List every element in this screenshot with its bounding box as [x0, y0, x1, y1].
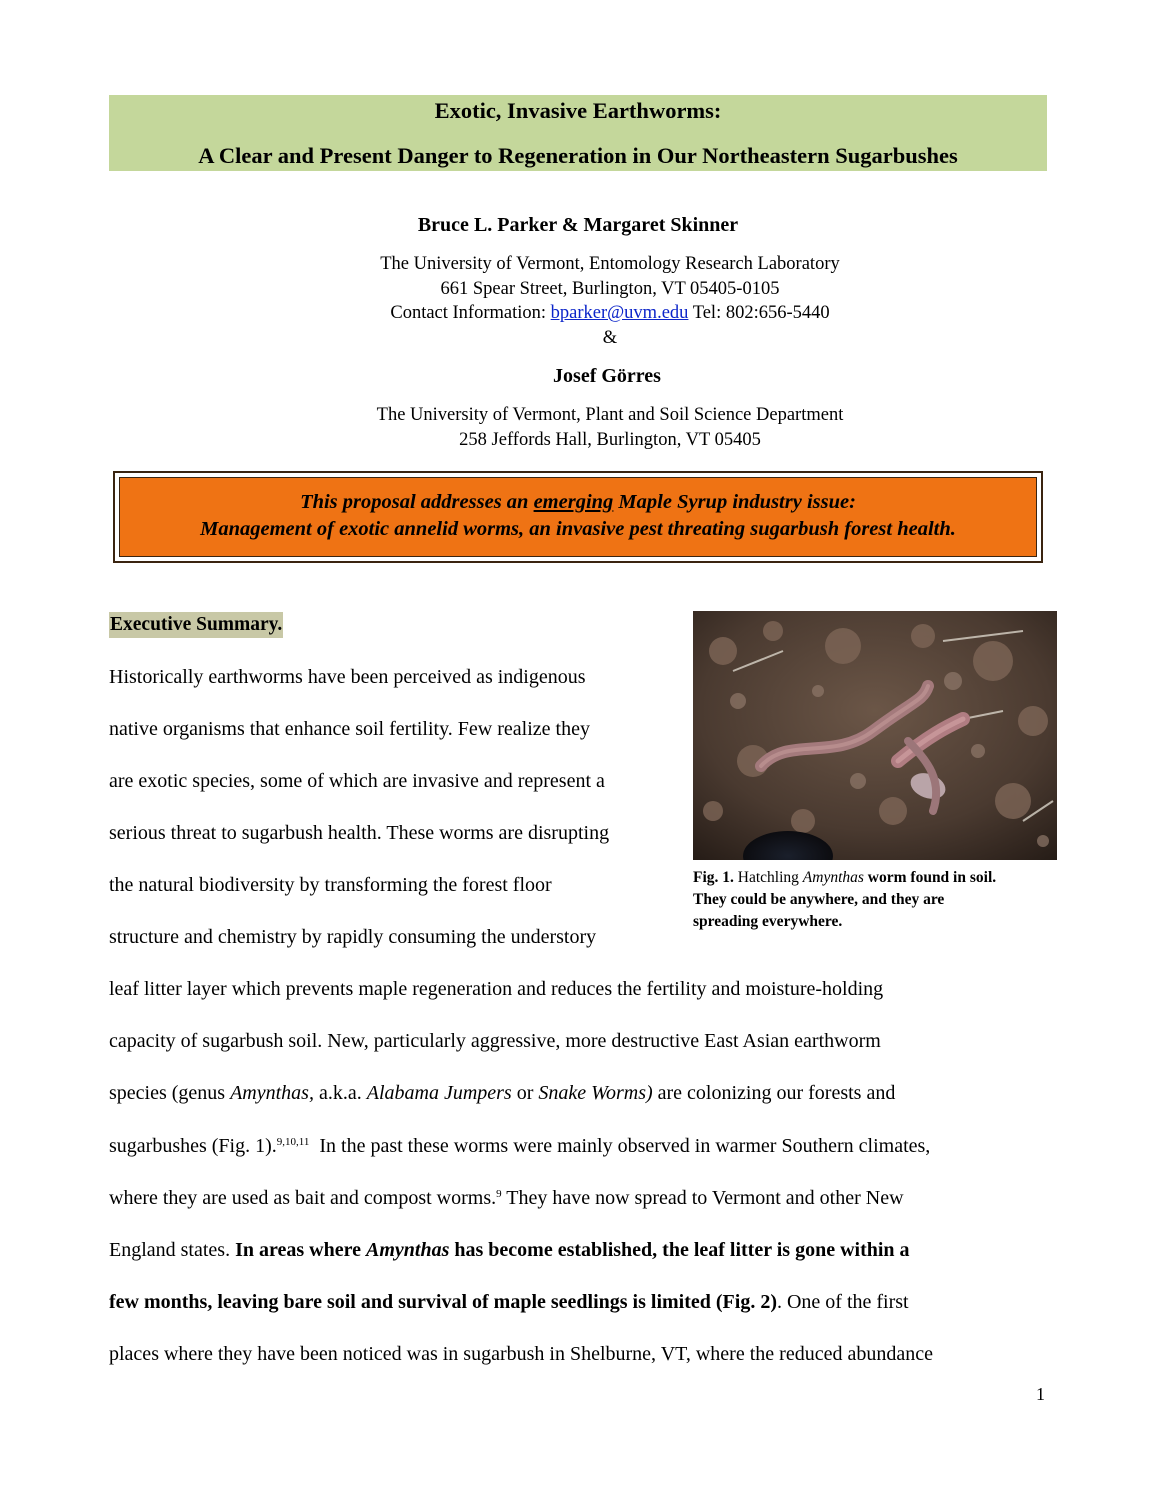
affiliation-2-line-1: The University of Vermont, Plant and Soil Science Department: [376, 405, 844, 425]
paragraph-line: England states. In areas where Amynthas has become established, the leaf litter is gone within a: [109, 1239, 910, 1261]
title-banner: [109, 95, 1047, 171]
citation: 9,10,11: [276, 1136, 310, 1148]
affiliation-1: [300, 252, 920, 350]
telephone: Tel: 802:656-5440: [688, 303, 830, 323]
title-line-2: A Clear and Present Danger to Regeneration in Our Northeastern Sugarbushes: [198, 143, 958, 168]
earthworm-photo: [693, 611, 1057, 860]
paragraph-line: native organisms that enhance soil fertility. Few realize they: [109, 718, 590, 740]
affiliation-2-line-2: 258 Jeffords Hall, Burlington, VT 05405: [459, 429, 761, 450]
contact-label: Contact Information:: [390, 303, 551, 323]
contact-line: [300, 301, 920, 326]
figure-caption: [693, 867, 1063, 933]
paragraph-line: species (genus Amynthas, a.k.a. Alabama Jumpers or Snake Worms) are colonizing our forests and: [109, 1082, 896, 1104]
paragraph-line: sugarbushes (Fig. 1).$^{9,10,11}$ In the past these worms were mainly observed in warmer Southern climates,: [109, 1135, 931, 1157]
figure-label: Fig. 1.: [693, 869, 734, 886]
caption-line-3: spreading everywhere.: [693, 913, 843, 930]
paragraph-line: places where they have been noticed was in sugarbush in Shelburne, VT, where the reduced abundance: [109, 1343, 933, 1365]
section-heading: Executive Summary.: [109, 612, 283, 638]
citation: 9: [496, 1188, 502, 1200]
proposal-line-2: Management of exotic annelid worms, an invasive pest threating sugarbush forest health.: [200, 518, 956, 540]
paragraph-line: the natural biodiversity by transforming the forest floor: [109, 874, 552, 896]
ampersand: &: [602, 327, 618, 348]
caption-line-2: They could be anywhere, and they are: [693, 891, 945, 908]
soil-worm-image: [693, 611, 1057, 860]
caption-line-1: Fig. 1. Hatchling Amynthas worm found in soil.: [693, 869, 997, 886]
affiliation-2: [300, 403, 920, 452]
paragraph-line: are exotic species, some of which are invasive and represent a: [109, 770, 605, 792]
proposal-box: [113, 471, 1043, 563]
title-line-1: Exotic, Invasive Earthworms:: [434, 98, 722, 123]
affiliation-1-line-2: 661 Spear Street, Burlington, VT 05405-0105: [440, 278, 780, 299]
paragraph-line: structure and chemistry by rapidly consuming the understory: [109, 926, 597, 948]
paragraph-line: serious threat to sugarbush health. These worms are disrupting: [109, 822, 610, 844]
authors: Bruce L. Parker & Margaret Skinner: [417, 214, 739, 236]
paragraph-line: where they are used as bait and compost worms.$^9$ They have now spread to Vermont and other New: [109, 1187, 904, 1209]
paragraph-line: few months, leaving bare soil and survival of maple seedlings is limited (Fig. 2). One of the first: [109, 1291, 909, 1313]
paragraph-line: capacity of sugarbush soil. New, particularly aggressive, more destructive East Asian earthworm: [109, 1030, 881, 1052]
affiliation-1-line-1: The University of Vermont, Entomology Research Laboratory: [380, 254, 840, 274]
email-link[interactable]: bparker@uvm.edu: [550, 303, 689, 323]
emphasis-emerging: emerging: [533, 491, 614, 513]
page-number: 1: [1036, 1384, 1045, 1404]
paragraph-line: leaf litter layer which prevents maple regeneration and reduces the fertility and moisture-holding: [109, 978, 884, 1000]
proposal-line-1: This proposal addresses an emerging Maple Syrup industry issue:: [300, 491, 856, 513]
paragraph-line: Historically earthworms have been perceived as indigenous: [109, 666, 586, 688]
author-2: Josef Görres: [553, 365, 661, 387]
